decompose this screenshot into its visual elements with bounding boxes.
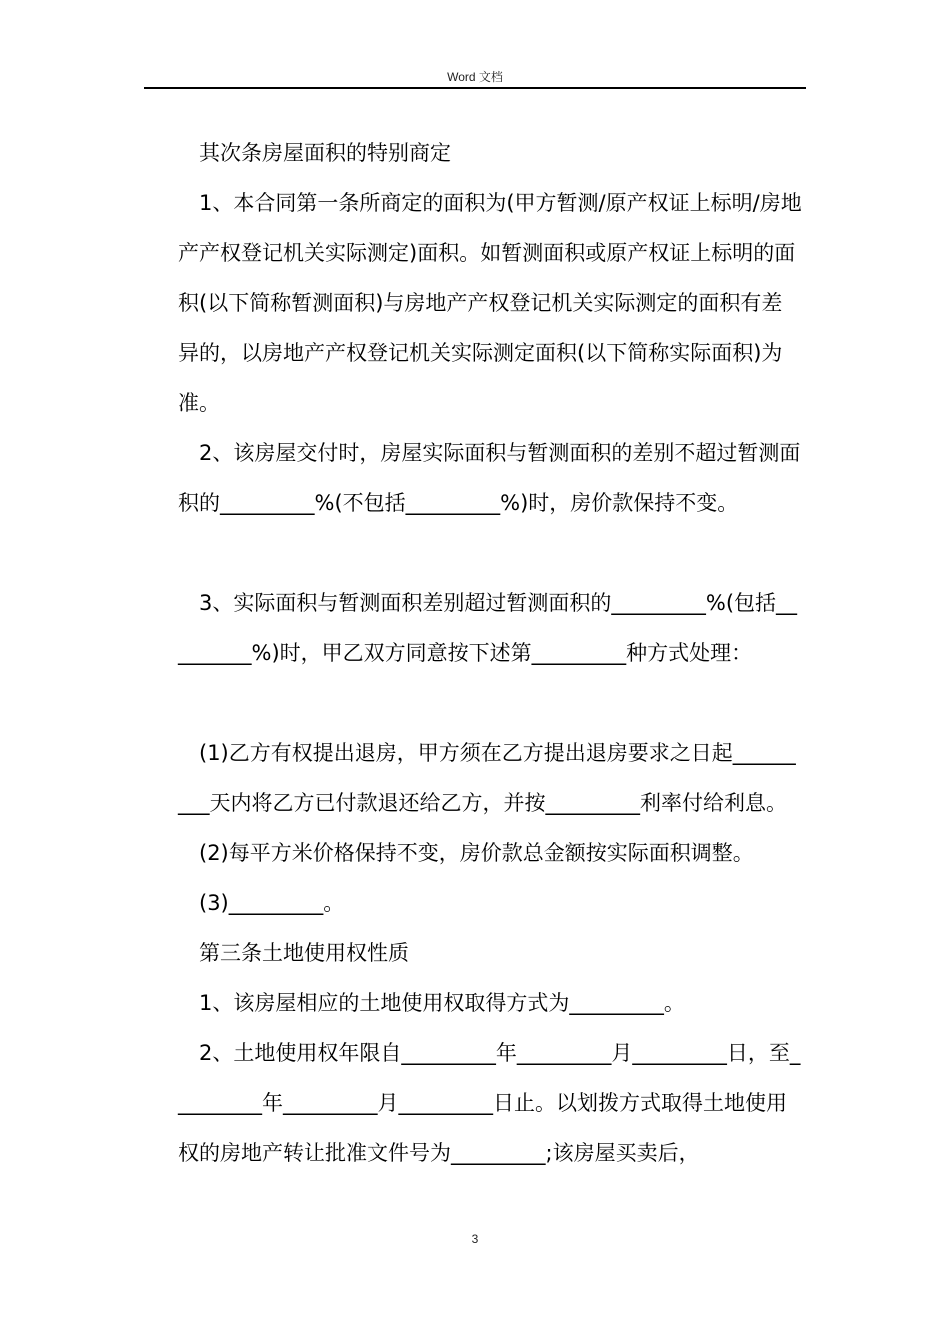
area-clause-1: 1、本合同第一条所商定的面积为(甲方暂测/原产权证上标明/房地产产权登记机关实际测定)面积。如暂测面积或原产权证上标明的面积(以下简称暂测面积)与房地产产权登记机关实际测定的面积有差异的，以房地产产权登记机关实际测定面积(以下简称实际面积)为准。 xyxy=(178,191,802,415)
section-3-heading: 第三条土地使用权性质 xyxy=(199,941,409,965)
header-title: Word 文档 xyxy=(447,70,503,84)
document-body xyxy=(178,128,803,1178)
area-clause-3: 3、实际面积与暂测面积差别超过暂测面积的_________%(包括_________%)时，甲乙双方同意按下述第_________种方式处理： xyxy=(178,591,798,665)
header-divider xyxy=(144,87,806,89)
option-3: (3)_________。 xyxy=(199,891,345,915)
paragraph-gap xyxy=(178,528,803,578)
area-clause-2: 2、该房屋交付时，房屋实际面积与暂测面积的差别不超过暂测面积的_________%(不包括_________%)时，房价款保持不变。 xyxy=(178,441,801,515)
option-1: (1)乙方有权提出退房，甲方须在乙方提出退房要求之日起_________天内将乙方已付款退还给乙方，并按_________利率付给利息。 xyxy=(178,741,796,815)
land-clause-2: 2、土地使用权年限自_________年_________月_________日，至_________年_________月_________日止。以划拨方式取得土地使用权的房地产转让批准文件号为_________;该房屋买卖后， xyxy=(178,1041,801,1165)
option-2: (2)每平方米价格保持不变，房价款总金额按实际面积调整。 xyxy=(199,841,754,865)
page-number: 3 xyxy=(471,1232,479,1246)
land-clause-1: 1、该房屋相应的土地使用权取得方式为_________。 xyxy=(199,991,685,1015)
paragraph-gap xyxy=(178,678,803,728)
section-2-heading: 其次条房屋面积的特别商定 xyxy=(199,141,451,165)
